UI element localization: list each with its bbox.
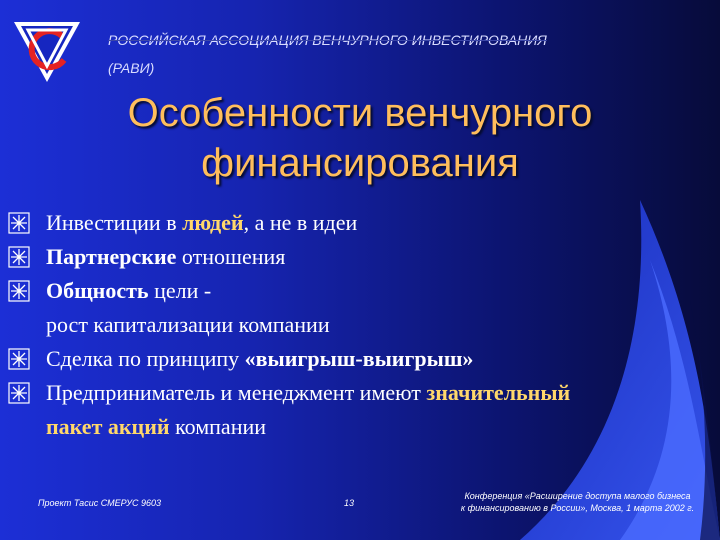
bullet-item: [8, 240, 720, 274]
bullet-item: [8, 206, 720, 240]
footer-project: Проект Тасис СМЕРУС 9603: [38, 498, 161, 508]
page-number: 13: [344, 498, 355, 508]
footer-conference: [440, 490, 715, 514]
bullet-emphasis: «выигрыш-выигрыш»: [244, 346, 474, 371]
bullet-emphasis: людей: [182, 210, 244, 235]
asterisk-bullet-icon: [8, 280, 30, 302]
bullet-item: [8, 376, 720, 410]
organization-name-line2: (РАВИ): [108, 60, 155, 76]
asterisk-bullet-icon: [8, 212, 30, 234]
bullet-text: компании: [169, 414, 267, 439]
ravi-logo-icon: [6, 8, 88, 90]
bullet-emphasis: значительный: [426, 380, 571, 405]
footer-conference-line1: Конференция «Расширение доступа малого бизнеса: [464, 491, 691, 501]
bullet-text: цели -: [148, 278, 212, 303]
bullet-continuation: рост капитализации компании: [46, 312, 330, 337]
bullet-emphasis: Общность: [46, 278, 149, 303]
bullet-item: [8, 342, 720, 376]
slide-title-line2: финансирования: [201, 141, 519, 185]
bullet-text: Предприниматель и менеджмент имеют: [46, 380, 427, 405]
bullet-text: Инвестиции в: [46, 210, 183, 235]
bullet-text: , а не в идеи: [243, 210, 358, 235]
bullet-continuation: [8, 410, 720, 444]
bullet-emphasis: пакет акций: [46, 414, 170, 439]
asterisk-bullet-icon: [8, 348, 30, 370]
slide-title: [40, 88, 680, 188]
organization-name: [108, 26, 708, 82]
asterisk-bullet-icon: [8, 246, 30, 268]
slide-title-line1: Особенности венчурного: [127, 91, 593, 135]
bullet-text: Сделка по принципу: [46, 346, 245, 371]
bullet-text: отношения: [176, 244, 286, 269]
footer-conference-line2: к финансированию в России», Москва, 1 марта 2002 г.: [460, 503, 695, 513]
organization-name-line1: РОССИЙСКАЯ АССОЦИАЦИЯ ВЕНЧУРНОГО ИНВЕСТИРОВАНИЯ: [108, 32, 547, 48]
bullet-list: [8, 206, 720, 444]
asterisk-bullet-icon: [8, 382, 30, 404]
bullet-item: [8, 274, 720, 308]
bullet-emphasis: Партнерские: [46, 244, 177, 269]
